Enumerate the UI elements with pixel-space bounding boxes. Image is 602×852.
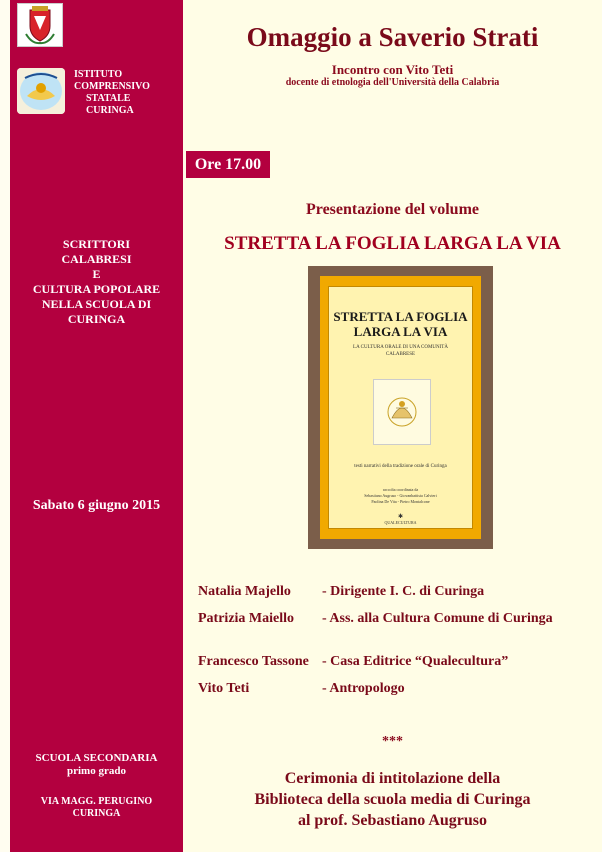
event-date: Sabato 6 giugno 2015 [32, 498, 161, 513]
speaker-note: docente di etnologia dell'Università della Calabria [285, 77, 500, 88]
school-grade-label: primo grado [67, 765, 126, 777]
ceremony-line: Cerimonia di intitolazione della [284, 770, 501, 787]
speaker-role: - Ass. alla Cultura Comune di Curinga [322, 611, 553, 626]
cover-title [329, 309, 472, 339]
project-line: CULTURA POPOLARE [32, 282, 161, 296]
school-address [10, 796, 183, 820]
project-line: CURINGA [67, 312, 126, 326]
publisher-name: QUALECULTURA [384, 520, 417, 525]
cover-illustration-icon [373, 379, 431, 445]
project-line: SCRITTORI [62, 237, 131, 251]
project-title [10, 237, 183, 327]
presentation-label: Presentazione del volume [305, 201, 479, 218]
cover-caption: testi narrativi della tradizione orale di Curinga [354, 464, 447, 469]
municipal-crest-icon [17, 3, 63, 47]
time-badge: Ore 17.00 [186, 151, 270, 178]
cover-subtitle [329, 344, 472, 358]
cover-title-line: STRETTA LA FOGLIA [333, 309, 468, 324]
project-line: CALABRESI [61, 252, 132, 266]
cover-credits-line: Paolina De Vita - Pietro Montalcone [371, 499, 430, 504]
speaker-row [198, 611, 553, 627]
book-cover-image [308, 266, 493, 549]
speaker-name: Natalia Majello [198, 584, 291, 599]
school-name [74, 69, 160, 117]
speaker-name: Patrizia Maiello [198, 611, 295, 626]
separator: *** [382, 734, 403, 749]
project-line: E [92, 267, 101, 281]
cover-credits [329, 487, 472, 505]
speaker-name: Vito Teti [198, 681, 250, 696]
project-line: NELLA SCUOLA DI [41, 297, 152, 311]
address-street: VIA MAGG. PERUGINO [40, 796, 153, 807]
cover-credits-line: Sebastiano Augruso - Giovanbattista Calvieri [364, 493, 437, 498]
cover-subtitle-line: LA CULTURA ORALE DI UNA COMUNITÀ [353, 345, 448, 350]
cover-subtitle-line: CALABRESE [385, 352, 416, 357]
left-sidebar [10, 0, 183, 852]
cover-title-line: LARGA LA VIA [353, 324, 448, 339]
speaker-row [198, 584, 485, 600]
ceremony-line: al prof. Sebastiano Augruso [297, 812, 488, 829]
school-level-label: SCUOLA SECONDARIA [35, 752, 158, 764]
speaker-role: - Casa Editrice “Qualecultura” [322, 654, 509, 669]
speaker-row [198, 681, 405, 697]
school-logo-icon [17, 68, 65, 114]
school-name-line: COMPRENSIVO [74, 81, 150, 92]
school-level [10, 752, 183, 778]
book-title: STRETTA LA FOGLIA LARGA LA VIA [224, 233, 561, 254]
school-name-line: ISTITUTO [74, 69, 123, 80]
speaker-row [198, 654, 509, 670]
book-cover-panel [320, 276, 481, 539]
cover-credits-line: raccolta coordinata da [382, 487, 419, 492]
speaker-role: - Antropologo [322, 681, 405, 696]
ceremony-line: Biblioteca della scuola media di Curinga [254, 791, 531, 808]
address-city: CURINGA [72, 808, 121, 819]
school-name-line: CURINGA [86, 105, 134, 116]
school-name-line: STATALE [86, 93, 131, 104]
book-cover-page [328, 286, 473, 529]
publisher-icon: ✱ [397, 514, 404, 520]
event-subtitle: Incontro con Vito Teti [331, 62, 454, 77]
page-title: Omaggio a Saverio Strati [246, 22, 539, 52]
speaker-role: - Dirigente I. C. di Curinga [322, 584, 485, 599]
speaker-name: Francesco Tassone [198, 654, 309, 669]
cover-publisher [329, 513, 472, 525]
